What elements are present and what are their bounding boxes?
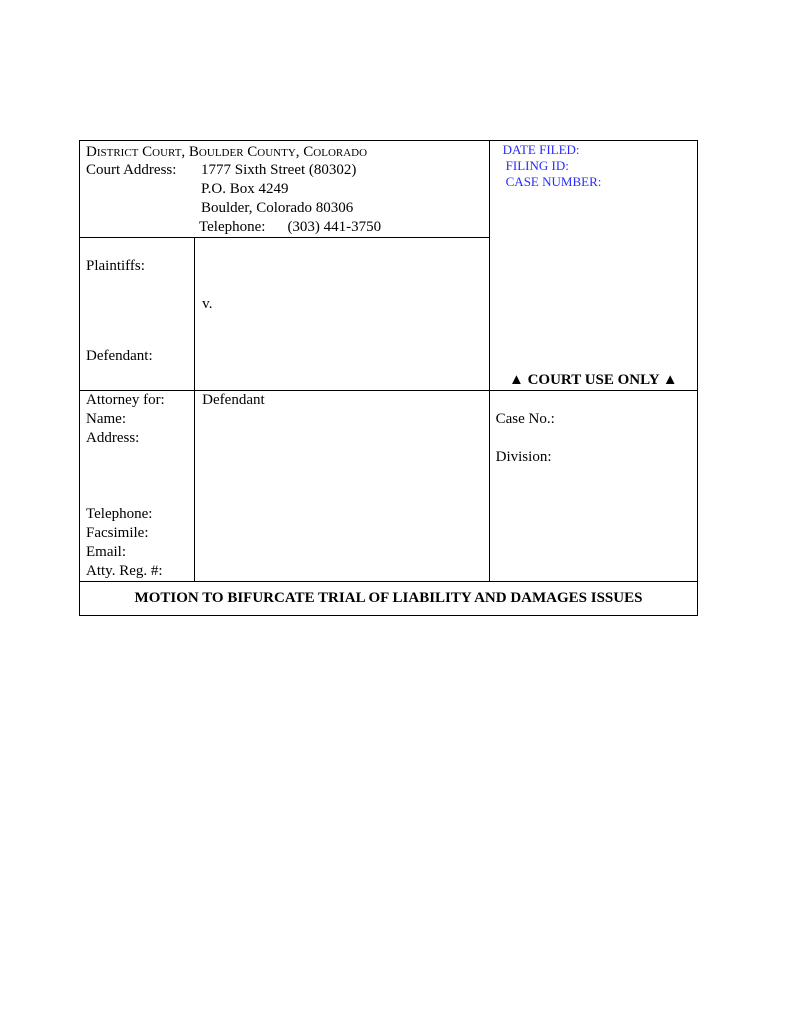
defendant-label: Defendant: [86,348,153,364]
court-name: District Court, Boulder County, Colorado [86,144,368,160]
court-address-row [86,161,483,180]
court-address-line2: P.O. Box 4249 [201,181,289,197]
plaintiffs-label: Plaintiffs: [86,258,145,274]
attorney-for-value: Defendant [202,392,265,408]
case-info-spacer [496,429,691,448]
versus-text: v. [202,296,213,312]
court-address-line1: 1777 Sixth Street (80302) [201,162,357,178]
attorney-for-label: Attorney for: [86,392,165,408]
attorney-name-label: Name: [86,411,126,427]
attorney-values-cell [195,391,489,582]
date-filed-label: DATE FILED: [502,142,580,157]
efiling-stamp [503,141,691,190]
attorney-address-label: Address: [86,430,140,446]
attorney-reg-label: Atty. Reg. #: [86,563,163,579]
court-address-label: Court Address: [86,162,177,178]
case-caption-table [79,140,698,616]
court-address-line3: Boulder, Colorado 80306 [201,200,354,216]
attorney-telephone-label: Telephone: [86,506,153,522]
attorney-email-label: Email: [86,544,126,560]
case-no-label: Case No.: [495,411,555,427]
parties-label-cell [80,238,195,391]
attorney-facsimile-label: Facsimile: [86,525,149,541]
court-telephone-number: (303) 441-3750 [287,219,382,235]
case-info-cell [489,391,697,582]
document-title: MOTION TO BIFURCATE TRIAL OF LIABILITY AND DAMAGES ISSUES [80,582,698,616]
division-label: Division: [495,449,552,465]
court-telephone-label: Telephone: [199,219,266,235]
filing-id-label: FILING ID: [505,158,569,173]
court-use-only-label: ▲ COURT USE ONLY ▲ [508,372,678,388]
attorney-address-spacer [86,448,188,505]
filing-info-cell [489,141,697,391]
attorney-labels-cell [80,391,195,582]
court-info-cell [80,141,490,238]
case-number-label: CASE NUMBER: [505,174,602,189]
parties-names-cell [195,238,489,391]
court-telephone-row [86,218,483,237]
